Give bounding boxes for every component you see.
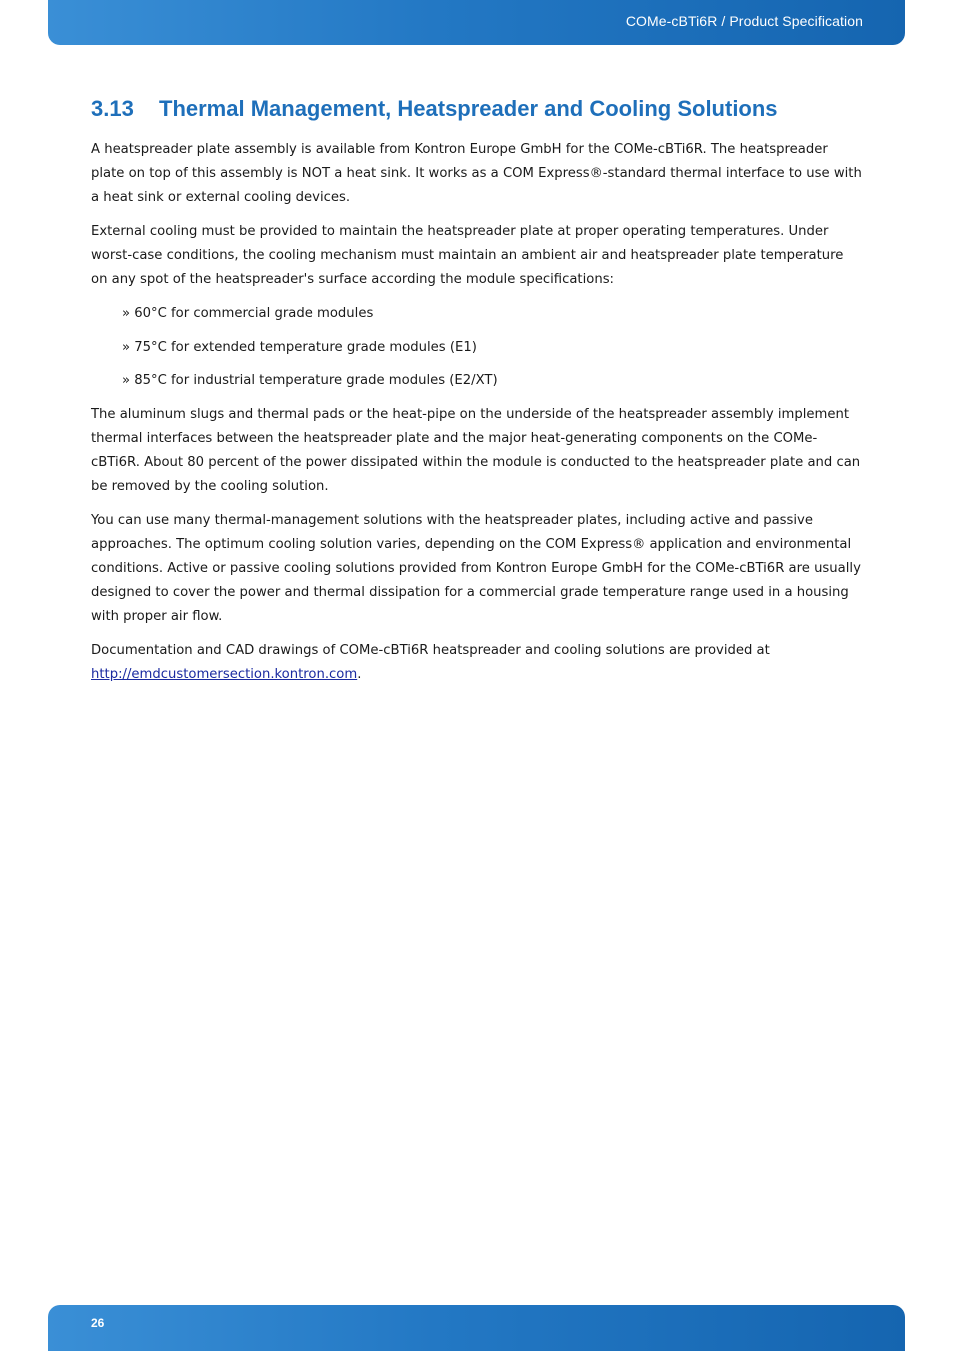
paragraph-thermal-interfaces: The aluminum slugs and thermal pads or the heat-pipe on the underside of the heatspreader assembly implement thermal interfaces between the heatspreader plate and the major heat-generating components on the COMe-cBTi6R. About 80 percent of the power dissipated within the module is conducted to the heatspreader plate and can be removed by the cooling solution. — [91, 406, 861, 494]
section-heading — [91, 94, 863, 124]
paragraph-cooling-solutions: You can use many thermal-management solutions with the heatspreader plates, including active and passive approaches. The optimum cooling solution varies, depending on the COM Express® application and environmental conditions. Active or passive cooling solutions provided from Kontron Europe GmbH for the COMe-cBTi6R are usually designed to cover the power and thermal dissipation for a commercial grade temperature range used in a housing with proper air flow. — [91, 512, 861, 624]
page-number: 26 — [91, 1316, 105, 1330]
document-title: COMe-cBTi6R / Product Specification — [625, 13, 863, 29]
section-title: Thermal Management, Heatspreader and Cooling Solutions — [159, 96, 778, 121]
list-item: » 75°C for extended temperature grade modules (E1) — [122, 339, 477, 355]
documentation-text: Documentation and CAD drawings of COMe-cBTi6R heatspreader and cooling solutions are provided at — [91, 642, 770, 658]
paragraph-heatspreader-intro: A heatspreader plate assembly is available from Kontron Europe GmbH for the COMe-cBTi6R. The heatspreader plate on top of this assembly is NOT a heat sink. It works as a COM Express®-standard thermal interface to use with a heat sink or external cooling devices. — [91, 142, 862, 205]
page-header-bar — [48, 0, 905, 45]
page-content — [91, 94, 863, 697]
list-item: » 60°C for commercial grade modules — [122, 306, 374, 321]
paragraph-documentation — [91, 639, 863, 687]
sentence-end: . — [357, 666, 362, 682]
temperature-list — [91, 302, 863, 393]
list-item: » 85°C for industrial temperature grade modules (E2/XT) — [122, 373, 498, 388]
paragraph-external-cooling: External cooling must be provided to maintain the heatspreader plate at proper operating temperatures. Under worst-case conditions, the cooling mechanism must maintain an ambient air and heatspreader plate temperature on any spot of the heatspreader's surface according the module specifications: — [91, 224, 844, 287]
section-number: 3.13 — [91, 96, 134, 121]
page-footer-bar — [48, 1305, 905, 1351]
customer-section-link[interactable]: http://emdcustomersection.kontron.com — [91, 666, 358, 682]
